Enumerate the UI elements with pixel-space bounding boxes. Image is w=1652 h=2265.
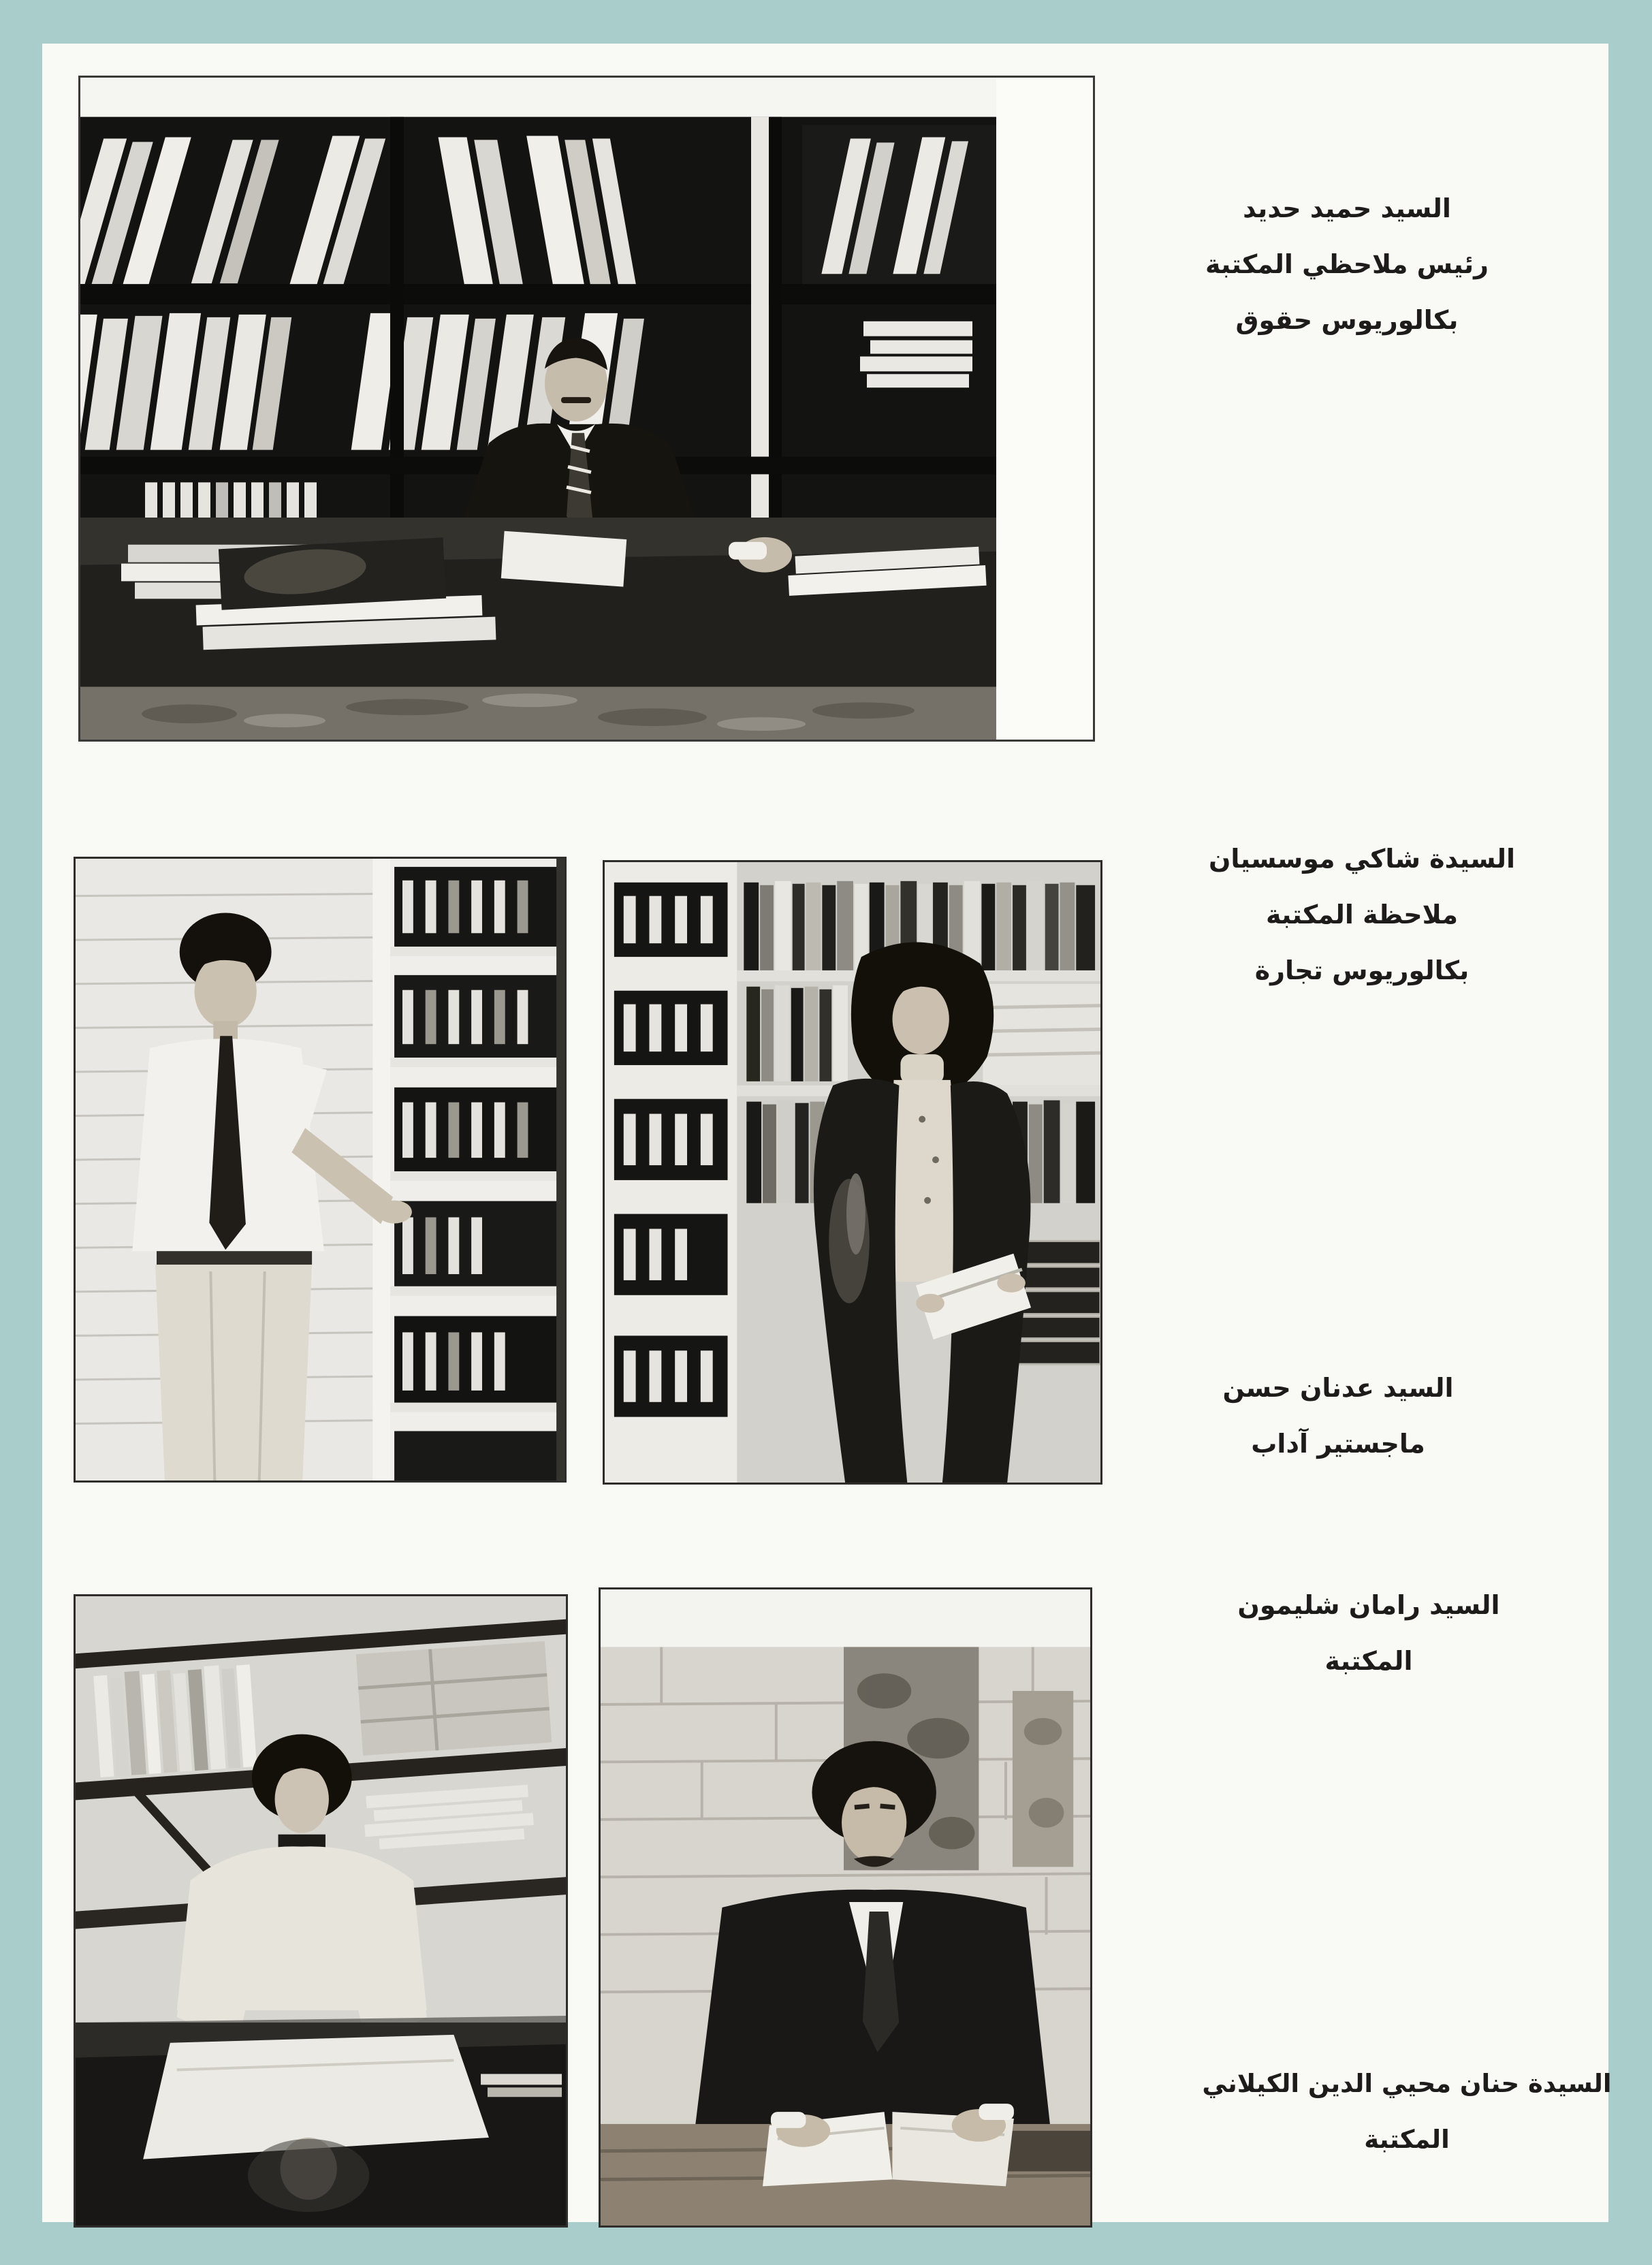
- caption-title-line: المكتبة: [1324, 1646, 1413, 1676]
- caption-title-line: رئيس ملاحظي المكتبة: [1205, 249, 1489, 279]
- caption-hanan-kilani: [1169, 2056, 1645, 2168]
- binder-shelf-unit: [372, 859, 565, 1480]
- desk-with-books: [80, 518, 996, 740]
- caption-title-line: المكتبة: [1364, 2125, 1450, 2154]
- caption-degree-line: ماجستير آداب: [1251, 1429, 1425, 1459]
- caption-title-line: ملاحظة المكتبة: [1266, 900, 1458, 930]
- caption-library-monitor: [1124, 831, 1600, 998]
- caption-name-line: السيدة حنان محيي الدين الكيلاني: [1202, 2069, 1612, 2098]
- caption-adnan-hassan: [1100, 1360, 1576, 1472]
- caption-head-librarian: [1109, 180, 1585, 348]
- photo-man-at-desk-library: [78, 76, 1095, 742]
- caption-name-line: السيد حميد حديد: [1243, 193, 1451, 223]
- left-binder-unit: [605, 862, 737, 1483]
- photo-woman-at-desk: [74, 1594, 568, 2228]
- caption-name-line: السيد عدنان حسن: [1222, 1373, 1454, 1403]
- photo-man-with-book: [599, 1587, 1092, 2228]
- caption-name-line: السيدة شاكي موسسيان: [1208, 844, 1516, 874]
- photo-young-man-illustration: [76, 859, 565, 1480]
- glossy-desk: [76, 2016, 566, 2226]
- photo-man-book-illustration: [601, 1589, 1090, 2226]
- caption-degree-line: بكالوريوس حقوق: [1235, 305, 1459, 335]
- caption-degree-line: بكالوريوس تجارة: [1254, 955, 1470, 985]
- photo-woman-holding-book: [603, 860, 1102, 1485]
- caption-name-line: السيد رامان شليمون: [1237, 1590, 1500, 1620]
- caption-raman-shlimon: [1130, 1577, 1607, 1689]
- photo-young-man-by-shelves: [74, 857, 567, 1483]
- photo-man-at-desk-illustration: [80, 78, 996, 740]
- photo-woman-desk-illustration: [76, 1596, 566, 2226]
- photo-woman-book-illustration: [605, 862, 1100, 1483]
- page: [42, 44, 1612, 2222]
